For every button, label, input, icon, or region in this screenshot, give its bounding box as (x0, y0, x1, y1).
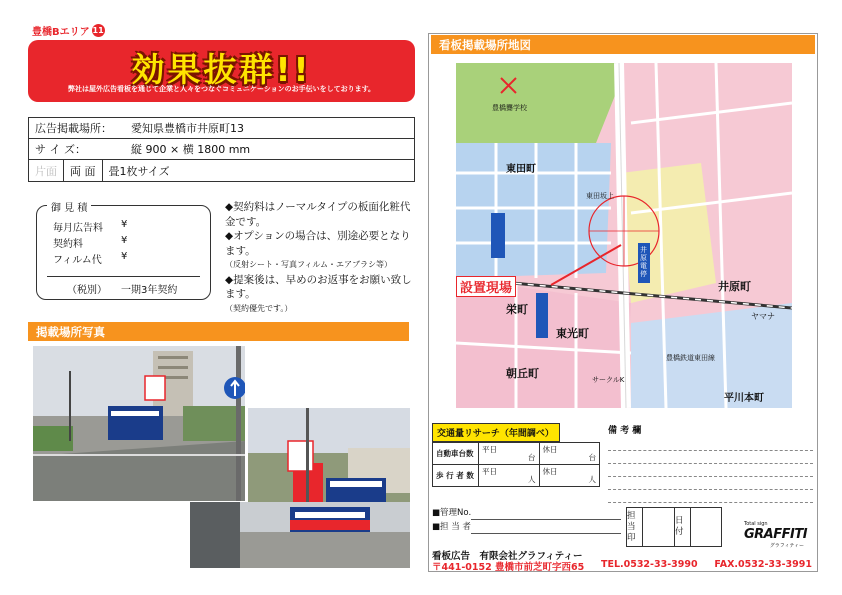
location-value: 愛知県豊橋市井原町13 (131, 122, 244, 135)
manage-no-field[interactable] (471, 510, 621, 520)
stamp-field-a[interactable] (643, 508, 675, 546)
memo-box (608, 423, 813, 503)
map-label-yamana: ヤマナ (751, 312, 775, 321)
map-label-asaoka: 朝丘町 (506, 367, 539, 380)
traffic-car-holiday-unit: 台 (588, 453, 596, 462)
staff-field[interactable] (471, 524, 621, 534)
logo-small-text: Total sign (744, 521, 768, 527)
size-value: 縦 900 × 横 1800 mm (131, 143, 251, 156)
logo-kana: グラフィティー (769, 543, 804, 549)
side-row (29, 160, 414, 181)
single-side-option: 片面 (29, 160, 64, 181)
map-label-circle-k: サークルK (592, 376, 625, 384)
map-label-school: 豊橋聾学校 (492, 104, 527, 112)
footer-address: 〒441-0152 豊橋市前芝町字西65 (432, 562, 585, 573)
quote-term: 一期3年契約 (121, 285, 178, 296)
size-label: サ イ ズ： (35, 143, 86, 156)
notes (225, 200, 415, 316)
location-map (456, 63, 792, 408)
memo-line (608, 464, 813, 477)
hero-title: 効果抜群!! (131, 50, 312, 89)
logo-wordmark: GRAFFITI (744, 527, 808, 542)
site-photo-1 (33, 346, 245, 501)
quote-divider (47, 276, 200, 277)
company-logo (744, 521, 808, 549)
memo-line (608, 477, 813, 490)
control-fields (432, 506, 621, 534)
manage-no-label: ■管理No. (432, 508, 472, 518)
traffic-research (432, 423, 600, 491)
memo-line (608, 490, 813, 503)
size-note: 畳1枚サイズ (108, 164, 170, 178)
quote-film-label: フィルム代 (53, 255, 102, 266)
area-tag (32, 23, 105, 38)
site-photo-3 (190, 502, 410, 568)
traffic-walk-weekday-label: 平日 (482, 467, 497, 476)
quote-tax-note: （税別） (67, 285, 107, 296)
hero-subtitle: 弊社は屋外広告看板を通じて企業と人々をつなぐコミュニケーションのお手伝いをしております。 (67, 85, 376, 93)
staff-label: ■担 当 者 (432, 522, 471, 532)
footer-fax: FAX.0532-33-3991 (714, 559, 812, 570)
map-label-higashimitsu: 東光町 (556, 327, 589, 340)
quote-film-yen: ¥ (121, 251, 128, 262)
footer-tel[interactable]: TEL.0532-33-3990 (600, 559, 698, 570)
note-3: ◆提案後は、早めのお返事をお願い致します。 (225, 273, 412, 300)
area-number-badge: 11 (92, 26, 104, 35)
area-tag-label: 豊橋Bエリア (32, 27, 90, 38)
traffic-walk-weekday (479, 465, 540, 487)
note-2-small: （反射シート・写真フィルム・エアブラシ等） (225, 260, 393, 269)
stamp-label-b: 日付 (675, 508, 691, 546)
map-label-station: 東田坂上 (586, 192, 614, 200)
hero-banner (28, 40, 415, 102)
memo-line (608, 451, 813, 464)
stamp-box (626, 507, 722, 547)
map-label-ihara: 井原町 (718, 280, 751, 293)
map-label-tram: 井原電停 (640, 246, 647, 278)
traffic-walk-weekday-unit: 人 (528, 475, 536, 484)
note-1: ◆契約料はノーマルタイプの板面化粧代金です。 (225, 201, 411, 228)
traffic-car-weekday (479, 443, 540, 465)
billboard-info-table (28, 117, 415, 182)
map-label-sakae: 栄町 (506, 303, 528, 316)
traffic-walk-holiday-label: 休日 (542, 467, 558, 476)
traffic-car-label: 自動車台数 (433, 443, 479, 465)
site-label: 設置現場 (456, 276, 516, 297)
map-label-toyohashi-rail: 豊橋鉄道東田線 (666, 354, 715, 362)
quote-monthly-yen: ¥ (121, 219, 128, 230)
memo-line (608, 438, 813, 451)
quote-contract-yen: ¥ (121, 235, 128, 246)
quote-monthly-label: 毎月広告料 (53, 223, 103, 234)
traffic-walk-holiday (539, 465, 600, 487)
note-3-small: （契約優先です。） (225, 303, 293, 313)
quote-title: 御 見 積 (47, 199, 91, 214)
footer-company: 看板広告 有限会社グラフィティー (432, 551, 583, 562)
double-side-option: 両 面 (64, 160, 103, 181)
quote-contract-label: 契約料 (53, 239, 83, 250)
traffic-car-weekday-unit: 台 (528, 453, 536, 462)
traffic-walk-label: 歩 行 者 数 (433, 465, 479, 487)
traffic-car-holiday (539, 443, 600, 465)
stamp-label-a: 担当印 (627, 508, 643, 546)
location-label: 広告掲載場所： (35, 122, 112, 135)
photos-section-header: 掲載場所写真 (28, 322, 409, 341)
map-section-header: 看板掲載場所地図 (431, 35, 815, 54)
traffic-walk-holiday-unit: 人 (588, 475, 596, 484)
map-label-higashida: 東田町 (506, 164, 536, 175)
stamp-field-b[interactable] (691, 508, 723, 546)
traffic-car-weekday-label: 平日 (482, 445, 497, 454)
traffic-title: 交通量リサーチ（年間調べ） (432, 423, 560, 442)
note-2: ◆オプションの場合は、別途必要となります。 (225, 230, 411, 257)
location-row (29, 118, 414, 139)
quote-box (36, 205, 211, 300)
traffic-car-holiday-label: 休日 (542, 445, 558, 454)
site-photo-2 (248, 408, 410, 503)
footer-contact (432, 559, 812, 573)
size-row (29, 139, 414, 160)
map-label-hirakawa: 平川本町 (724, 393, 764, 404)
memo-title: 備 考 欄 (608, 426, 642, 436)
traffic-table (432, 442, 600, 487)
